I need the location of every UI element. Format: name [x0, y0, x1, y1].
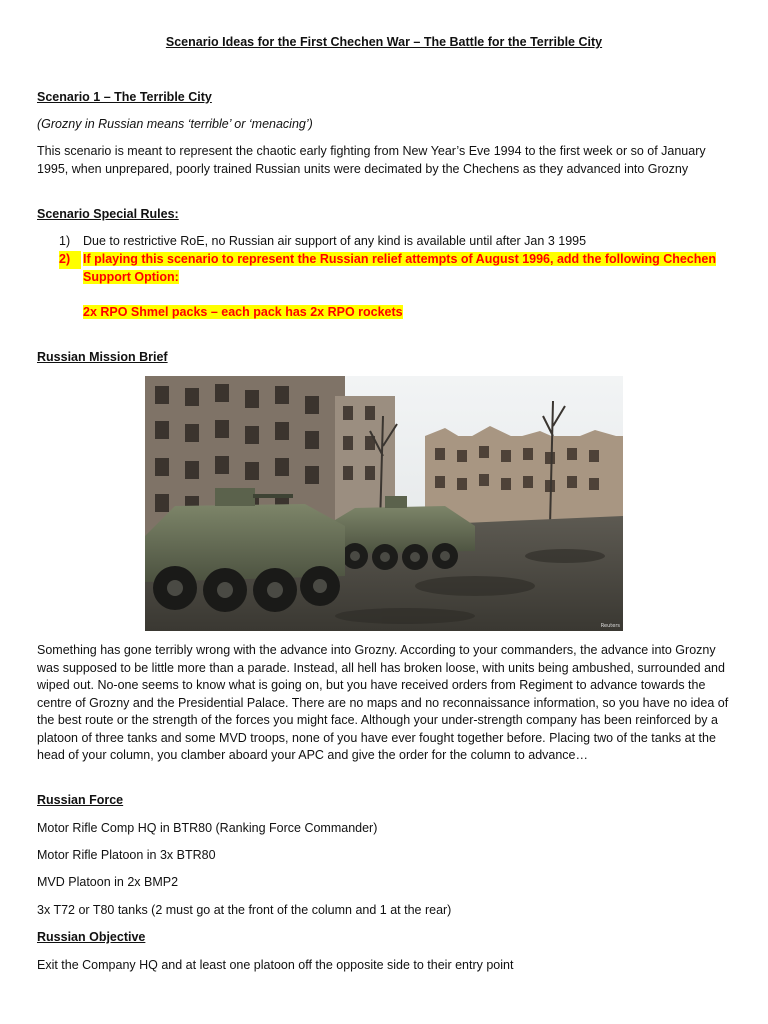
- rule-item-2: [59, 251, 719, 286]
- mission-brief-paragraph: Something has gone terribly wrong with the advance into Grozny. According to your commanders, the advance into Grozny was supposed to be little more than a parade. Instead, all hell has broken loose, with units being ambushed, surrounded and wiped out. No-one seems to know what is going on, but you have received orders from Regiment to advance towards the centre of Grozny and the Presidential Palace. There are no maps and no reconnaissance information, so you have no idea of the best route or the strength of the forces you might face. Although your under-strength company has been reinforced by a platoon of three tanks and some MVD troops, none of you have ever fought together before. Placing two of the tanks at the head of your column, you clamber aboard your APC and give the order for the column to advance…: [37, 643, 729, 762]
- force-heading: Russian Force: [37, 793, 124, 807]
- rule-number-1: 1): [59, 234, 71, 248]
- support-option-line: [83, 304, 403, 322]
- document-title: Scenario Ideas for the First Chechen War – The Battle for the Terrible City: [165, 35, 603, 49]
- special-rules-heading: Scenario Special Rules:: [37, 207, 179, 221]
- photo-credit: Reuters: [600, 623, 620, 629]
- rule-text-1: Due to restrictive RoE, no Russian air support of any kind is available until after Jan 3 1995: [83, 234, 587, 248]
- scenario-heading: Scenario 1 – The Terrible City: [37, 90, 212, 104]
- force-item: Motor Rifle Comp HQ in BTR80 (Ranking Force Commander): [37, 821, 378, 835]
- grozny-photo: [145, 376, 623, 631]
- mission-brief-heading: Russian Mission Brief: [37, 350, 168, 364]
- force-item: MVD Platoon in 2x BMP2: [37, 875, 179, 889]
- intro-paragraph: This scenario is meant to represent the chaotic early fighting from New Year’s Eve 1994 to the first week or so of January 1995, when unprepared, poorly trained Russian units were decimated by the Chechens as they advanced into Grozny: [37, 144, 706, 176]
- scenario-subtitle: (Grozny in Russian means ‘terrible’ or ‘menacing’): [37, 117, 313, 131]
- force-item: Motor Rifle Platoon in 3x BTR80: [37, 848, 216, 862]
- rule-item-1: [59, 233, 719, 251]
- force-item: 3x T72 or T80 tanks (2 must go at the front of the column and 1 at the rear): [37, 903, 452, 917]
- objective-heading: Russian Objective: [37, 930, 146, 944]
- support-option-text: 2x RPO Shmel packs – each pack has 2x RPO rockets: [83, 305, 403, 319]
- objective-text: Exit the Company HQ and at least one platoon off the opposite side to their entry point: [37, 958, 514, 972]
- rule-number-2: 2): [59, 251, 81, 269]
- rule-text-2: If playing this scenario to represent the Russian relief attempts of August 1996, add the following Chechen Support Option:: [83, 252, 716, 284]
